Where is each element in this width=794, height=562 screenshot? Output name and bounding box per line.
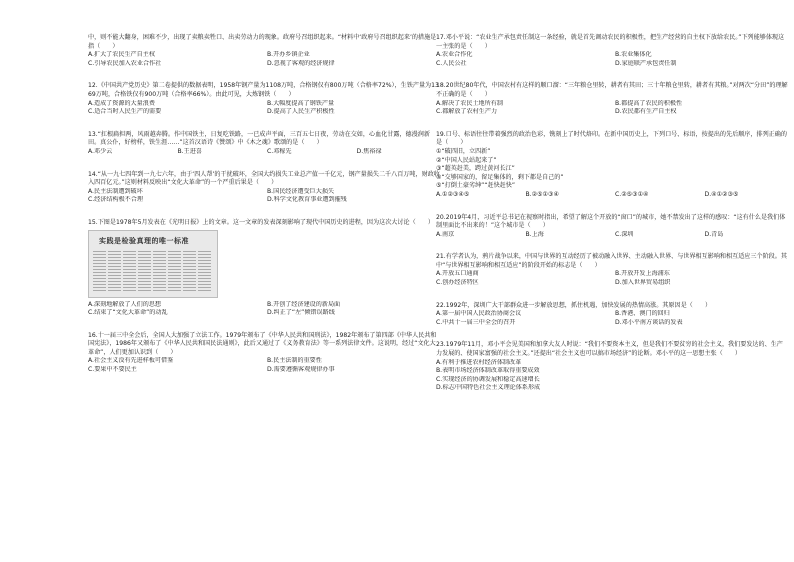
option-d[interactable]: D.加入世界贸易组织 <box>615 279 671 287</box>
newspaper-clipping-image <box>88 230 218 298</box>
slogan-item: ①“破四旧，立四新” <box>436 147 491 155</box>
option-b[interactable]: B.都提高了农民的积极性 <box>615 99 683 107</box>
option-d[interactable]: D.青岛 <box>704 230 724 238</box>
option-d[interactable]: D.提高了人民生产积极性 <box>267 108 335 116</box>
slogan-item: ④“交够国家的，留足集体的，剩下都是自己的” <box>436 173 564 181</box>
option-a[interactable]: A.扩大了农民生产自主权 <box>88 51 155 59</box>
option-c[interactable]: C.②⑤③①④ <box>615 190 649 198</box>
option-c[interactable]: C.结束了“文化大革命”的动乱 <box>88 309 168 317</box>
question-stem: 14.“从一九七四年到一九七六年，由于‘四人帮’的干扰破坏，全国大约损失工业总产值一千亿元，钢产量损失二千八百万吨，财政收入四百亿元。”这则材料反映出“文化大革命”的一个严重后果是（ ） <box>88 170 440 187</box>
clipping-column-gaps <box>93 251 213 293</box>
option-c[interactable]: C.经济结构极不合理 <box>88 196 143 204</box>
option-c[interactable]: C.实现经济的协调发展和稳定高速增长 <box>436 375 540 383</box>
option-d[interactable]: D.④①②③⑤ <box>704 190 739 198</box>
option-d[interactable]: D.焦裕禄 <box>356 147 382 155</box>
option-c[interactable]: C.人民公社 <box>436 59 467 67</box>
question-12 <box>88 82 440 116</box>
option-b[interactable]: B.大幅度提高了钢铁产量 <box>267 99 335 107</box>
slogan-item: ⑤“打倒土豪劣绅”“赶快赶快” <box>436 182 516 190</box>
option-c[interactable]: C.中共十一届三中全会的召开 <box>436 318 516 326</box>
option-a[interactable]: A.社会主义没有先进样板可借鉴 <box>88 357 174 365</box>
option-b[interactable]: B.开放开发上海浦东 <box>615 270 670 278</box>
option-d[interactable]: D.家庭联产承包责任制 <box>615 59 677 67</box>
option-b[interactable]: B.上海 <box>525 230 544 238</box>
option-a[interactable]: A.开放五口通商 <box>436 270 479 278</box>
question-stem: 20.2019年4月，习近平总书记在视察时指出，希望了解这个开放的“窗口”的城市，她不禁发出了这样的感叹：“这有什么是我们体制里面比不出来的！”这个城市是（ ） <box>436 213 786 230</box>
option-d[interactable]: D.农民都有生产自主权 <box>615 108 677 116</box>
option-b[interactable]: B.王进喜 <box>177 147 202 155</box>
slogan-item: ②“中国人民站起来了” <box>436 156 497 164</box>
option-d[interactable]: D.需要遵循客观规律办事 <box>267 366 335 374</box>
question-17 <box>436 34 788 68</box>
question-18 <box>436 82 788 116</box>
question-stem: 19.口号、标语往往带着强烈的政治色彩，镌刻上了时代烙印。在新中国历史上，下列口号、标语，按提出的先后顺序，排列正确的是（ ） <box>436 130 787 147</box>
option-c[interactable]: C.深圳 <box>615 230 634 238</box>
option-b[interactable]: B.开创了经济建设的新局面 <box>267 300 341 308</box>
option-d[interactable]: D.标志中国特色社会主义理论体系形成 <box>436 384 541 392</box>
option-d[interactable]: D.忽视了客观的经济规律 <box>267 59 335 67</box>
question-stem: 12.《中国共产党历史》第二卷提供的数据表明，1958年钢产量为1108万吨，合格钢仅有800万吨（合格率72%），生铁产量为1369万吨，合格铁仅有900万吨（合格率66%）。由此可见，大炼钢铁（ ） <box>88 82 439 98</box>
option-c[interactable]: C.创办经济特区 <box>436 279 479 287</box>
option-a[interactable]: A.民主法制遭到破坏 <box>88 187 143 195</box>
question-stem: 16.十一届三中全会后，全国人大加强了立法工作。1979年颁布了《中华人民共和国刑法》，1982年颁布了第四部《中华人民共和国宪法》，1986年又颁布了《中华人民共和国民法通则》，此后又通过了《义务教育法》等一系列法律文件。这说明，经过“文化大革命”，人们更加认识到（ ） <box>88 331 437 356</box>
question-22 <box>436 302 788 328</box>
question-stem: 18.20世纪80年代，中国农村有这样的顺口溜：“三年粮仓里转，耕者有其田；三十年粮仓里转，耕者有其粮。”对两次“分田”的理解不正确的是（ ） <box>436 82 788 98</box>
option-c[interactable]: C.都解放了农村生产力 <box>436 108 498 116</box>
option-c[interactable]: C.邓稼先 <box>267 147 292 155</box>
option-b[interactable]: B.民主法制的重要性 <box>267 357 322 365</box>
option-c[interactable]: C.要果中不要民主 <box>88 366 137 374</box>
clipping-headline: 实践是检验真理的唯一标准 <box>99 236 189 245</box>
option-a[interactable]: A.农业合作化 <box>436 51 473 59</box>
question-21 <box>436 253 788 287</box>
option-a[interactable]: A.有利于推进农村经济体制改革 <box>436 358 522 366</box>
question-stem: 15.下图是1978年5月发表在《光明日报》上的文章。这一文章的发表深刻影响了现代中国历史的进程，因为这次大讨论（ ） <box>88 218 434 226</box>
question-stem: 21.有学者认为，鸦片战争以来，中国与世界的互动经历了被动融入世界、主动融入世界、与世界相互影响和相互适应三个阶段。其中“与世界相互影响和相互适应”的阶段开始的标志是（ ） <box>436 253 787 269</box>
option-b[interactable]: B.香港、澳门的回归 <box>615 310 670 318</box>
question-stem: 23.1979年11月，邓小平会见美国和加拿大友人时说：“我们不要资本主义，但是我们不要贫穷的社会主义，我们要发达的、生产力发展的、使国家富强的社会主义。”还提出“社会主义也可以搞市场经济”的论断。邓小平的这一思想主张（ ） <box>436 341 783 358</box>
option-a[interactable]: A.南京 <box>436 230 455 238</box>
option-c[interactable]: C.引导农民加入农业合作社 <box>88 59 162 67</box>
question-13 <box>88 131 440 157</box>
right-column <box>436 34 788 407</box>
option-d[interactable]: D.邓小平南方谈话的发表 <box>615 318 683 326</box>
option-d[interactable]: D.纠正了“左”倾错误路线 <box>267 309 335 317</box>
question-stem: 17.邓小平说：“农业生产承包责任制这一条经验，就是首先调动农民的积极性，把生产经营的自主权下放给农民。”下列能够体现这一主张的是（ ） <box>436 34 785 50</box>
question-19 <box>436 131 788 200</box>
option-b[interactable]: B.农业集体化 <box>615 51 652 59</box>
question-stem: 13.“扛根扁担两，风雨越奔腾。作中国铁主，日复吃铁路，一已成声平面，三百五七日夜，劳动在交如，心血化甘露，德漫润新田。真公仆，好榜样，铁生涯……”这首汉语诗《赞颂》中《木之魂》歌颂的是（ ） <box>88 130 430 147</box>
option-b[interactable]: B.开办乡镇企业 <box>267 51 310 59</box>
slogan-item: ③“超英赶美，跨过黄河长江” <box>436 165 515 173</box>
option-a[interactable]: A.解决了农民土地所有制 <box>436 99 503 107</box>
option-b[interactable]: B.表明市场经济体制改革取得重要成效 <box>436 367 540 375</box>
question-20 <box>436 214 788 240</box>
option-a[interactable]: A.深刻地解放了人们的思想 <box>88 300 162 308</box>
option-a[interactable]: A.第一届中国人民政治协商会议 <box>436 310 522 318</box>
question-14 <box>88 171 440 205</box>
question-stem: 中，则不能大翻身，困难不少，出现了卖粮卖牲口、出卖劳动力的现象。政府号召组织起来。“材料中‘政府号召组织起来’的措施是指（ ） <box>88 34 437 50</box>
question-15 <box>88 219 440 318</box>
left-column <box>88 34 440 389</box>
question-16 <box>88 332 440 375</box>
question-11-continued <box>88 34 440 68</box>
option-c[interactable]: C.适合当时人民生产的需要 <box>88 108 162 116</box>
question-stem: 22.1992年，深圳广大干部群众进一步解放思想，抓住机遇，加快发展的热情高涨。其原因是（ ） <box>436 301 712 309</box>
option-a[interactable]: A.①②③④⑤ <box>436 190 470 198</box>
option-a[interactable]: A.邓少云 <box>88 147 113 155</box>
option-a[interactable]: A.造成了资源的大量浪费 <box>88 99 155 107</box>
option-b[interactable]: B.②⑤①③④ <box>525 190 559 198</box>
option-d[interactable]: D.科学文化教育事业遭到摧残 <box>267 196 347 204</box>
option-b[interactable]: B.国民经济遭受巨大损失 <box>267 187 335 195</box>
question-23 <box>436 341 788 393</box>
